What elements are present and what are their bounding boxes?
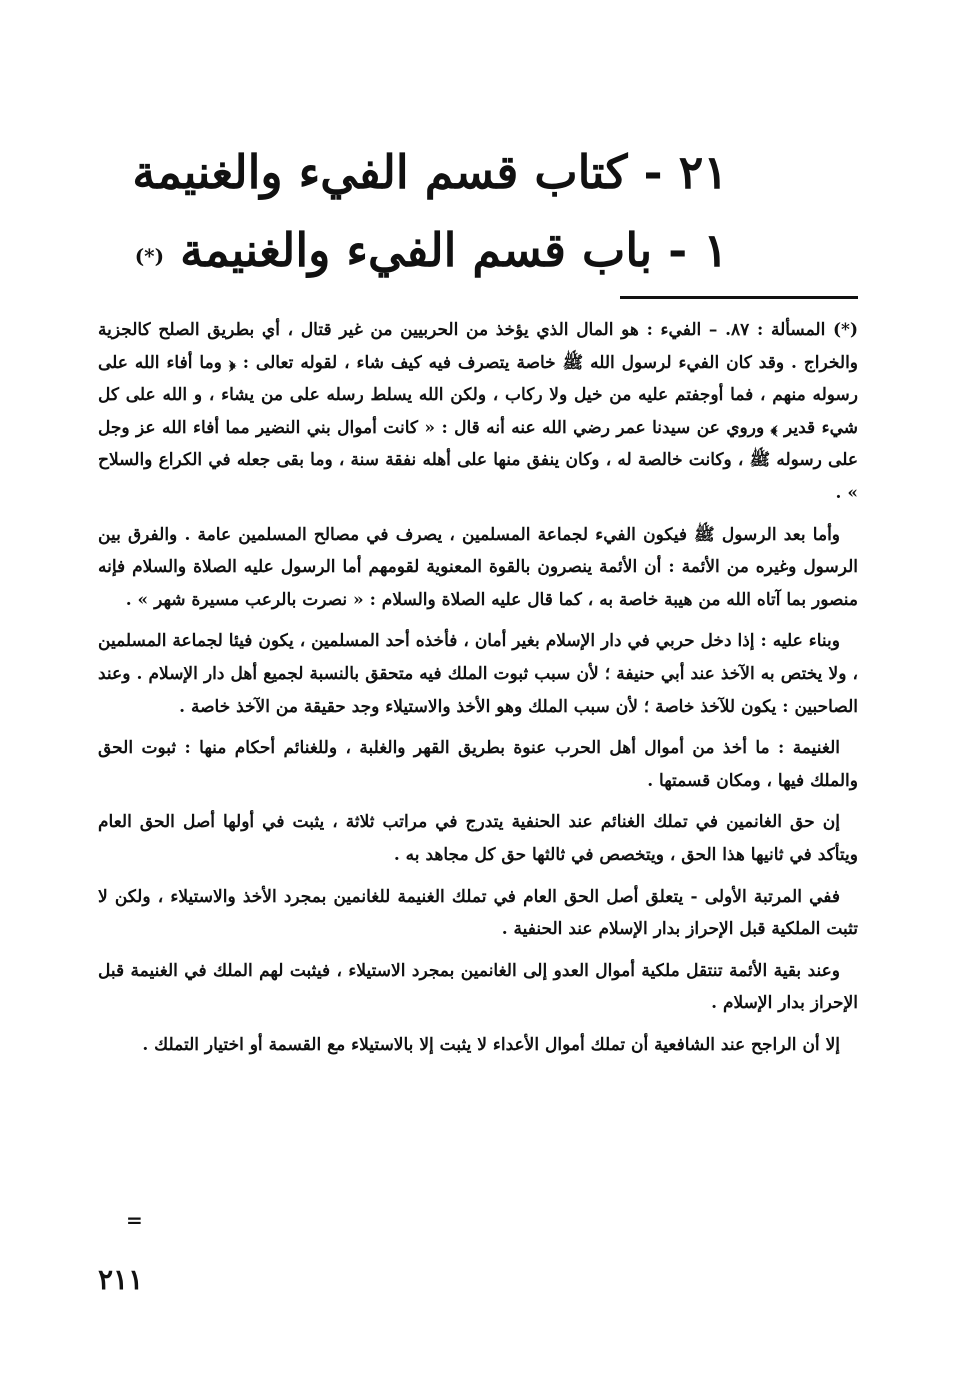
- section-title-text: ١ - باب قسم الفيء والغنيمة: [180, 223, 728, 277]
- footnote-paragraph-other-imams: وعند بقية الأئمة تنتقل ملكية أموال العدو إلى الغانمين بمجرد الاستيلاء ، فيثبت لهم الملك في الغنيمة قبل الإحراز بدار الإسلام .: [98, 960, 858, 1014]
- paragraph-text: ففي المرتبة الأولى - يتعلق أصل الحق العام في تملك الغنيمة للغانمين بمجرد الأخذ والاستيلاء ، ولكن لا تثبت الملكية قبل الإحراز بدار الإسلام عند: [98, 886, 858, 940]
- footnote-paragraph-harbi-entry: وبناء عليه : إذا دخل حربي في دار الإسلام بغير أمان ، فأخذه أحد المسلمين ، يكون فيئا لجماعة المسلمين ، ولا يختص به الآخذ عند أبي حنيفة ؛ لأن سبب ثبوت الملك فيه متحقق بالنسبة لجميع أهل دار الإسلام . وعند الصاحبين : يكون للآخذ خاصة ؛ لأن سبب الملك وهو الأخذ والاستيلاء وجد حقيقة من الآخذ خاصة .: [98, 631, 858, 717]
- footnote-separator-rule: [620, 296, 858, 299]
- footnotes-block: [98, 314, 858, 1070]
- paragraph-text: إلا أن الراجح عند: [715, 1034, 840, 1055]
- paragraph-text: .: [501, 919, 514, 940]
- paragraph-text: إن حق الغانمين في تملك الغنائم عند: [560, 812, 840, 833]
- footnote-paragraph-shafii-view: [98, 1029, 858, 1062]
- section-footnote-marker: (*): [134, 244, 165, 268]
- footnote-paragraph-hanafi-stages: [98, 806, 858, 871]
- page-number: ٢١١: [98, 1263, 144, 1296]
- school-name-hanafiyya: الحنفية: [513, 919, 563, 940]
- footnote-continuation-mark: =: [126, 1208, 143, 1232]
- school-name-hanafiyya: الحنفية: [511, 812, 561, 833]
- chapter-title-text: ٢١ - كتاب قسم الفيء والغنيمة: [132, 145, 728, 199]
- footnote-paragraph-ghanima-definition: الغنيمة : ما أخذ من أموال أهل الحرب عنوة بطريق القهر والغلبة ، وللغنائم أحكام منها : ثبوت الحق والملك فيها ، ومكان قسمتها .: [98, 738, 858, 791]
- footnote-paragraph-after-prophet: وأما بعد الرسول ﷺ فيكون الفيء لجماعة المسلمين ، يصرف في مصالح المسلمين عامة . والفرق بين الرسول وغيره من الأئمة : أن الأئمة ينصرون بالقوة المعنوية لقومهم أما الرسول عليه الصلاة والسلام فإنه منصور بما آتاه الله من هيبة خاصة به ، كما قال عليه الصلاة والسلام : « نصرت بالرعب مسيرة شهر » .: [98, 524, 858, 610]
- paragraph-text: يتدرج في مراتب ثلاثة ، يثبت في أولها أصل الحق العام ويتأكد في ثانيها هذا الحق ، ويتخصص في ثالثها حق كل مجاهد به .: [98, 812, 858, 865]
- footnote-paragraph-fay-definition: (*) المسألة : ٨٧. – الفيء : هو المال الذي يؤخذ من الحربيين من غير قتال ، أي بطريق الصلح كالجزية والخراج . وقد كان الفيء لرسول الله ﷺ خاصة يتصرف فيه كيف شاء ، لقوله تعالى : ﴿ وما أفاء الله على رسوله منهم ، فما أوجفتم عليه من خيل ولا ركاب ، ولكن الله يسلط رسله على من يشاء ، و الله على كل شيء قدير ﴾ وروي عن سيدنا عمر رضي الله عنه أنه قال : « كانت أموال بني النضير مما أفاء الله عز وجل على رسوله ﷺ ، وكانت خالصة له ، وكان ينفق منها على أهله نفقة سنة ، وما بقى جعله في الكراع والسلاح » .: [98, 320, 858, 503]
- paragraph-text: أن تملك أموال الأعداء لا يثبت إلا بالاستيلاء مع القسمة أو اختيار التملك .: [142, 1034, 655, 1055]
- school-name-shafiiyya: الشافعية: [654, 1034, 715, 1055]
- chapter-title: [132, 136, 728, 208]
- footnote-paragraph-first-stage: [98, 881, 858, 946]
- section-title: [134, 214, 728, 286]
